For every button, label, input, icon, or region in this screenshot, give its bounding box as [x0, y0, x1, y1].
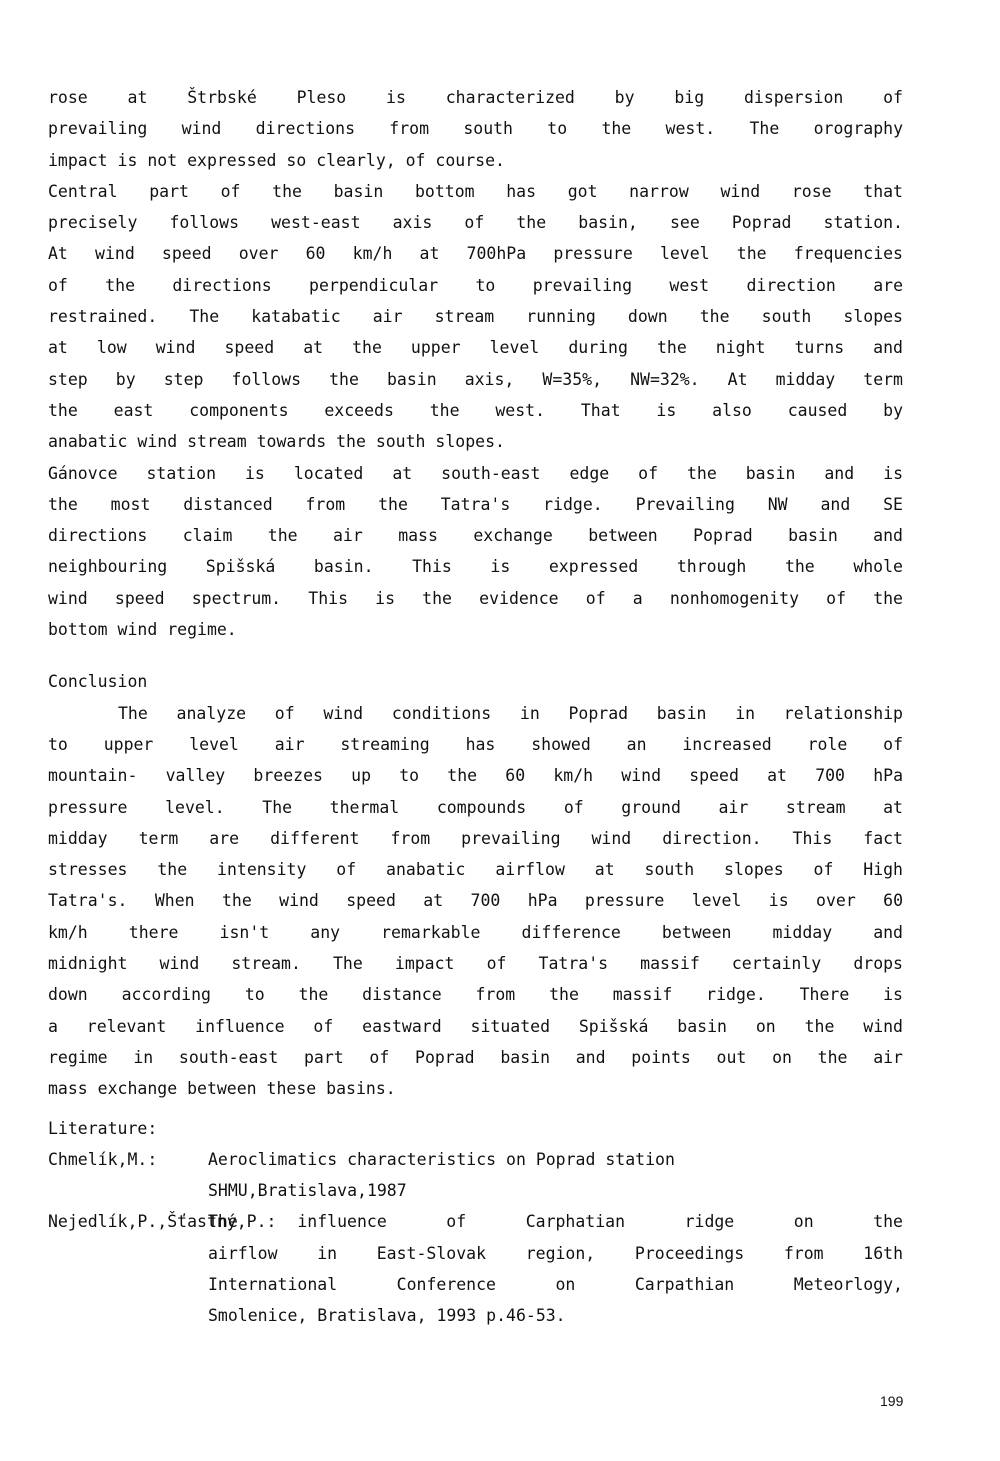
conclusion-heading: Conclusion — [48, 672, 148, 692]
text-line: restrained. The katabatic air stream running down the south slopes — [48, 307, 903, 327]
text-line: Aeroclimatics characteristics on Poprad station — [208, 1149, 675, 1169]
text-line: pressure level. The thermal compounds of ground air stream at — [48, 797, 903, 817]
text-line: the most distanced from the Tatra's ridge. Prevailing NW and SE — [48, 494, 903, 514]
reference-body — [208, 1206, 903, 1331]
text-line: midnight wind stream. The impact of Tatra's massif certainly drops — [48, 954, 903, 974]
text-line: Central part of the basin bottom has got narrow wind rose that — [48, 181, 903, 201]
text-line: step by step follows the basin axis, W=35%, NW=32%. At midday term — [48, 369, 903, 389]
text-line: stresses the intensity of anabatic airflow at south slopes of High — [48, 860, 903, 880]
reference-body — [208, 1144, 903, 1207]
conclusion-paragraph — [48, 698, 903, 1105]
text-line: at low wind speed at the upper level during the night turns and — [48, 338, 903, 358]
reference-author: Chmelík,M.: — [48, 1149, 158, 1169]
text-line: neighbouring Spišská basin. This is expressed through the whole — [48, 557, 903, 577]
text-line: The analyze of wind conditions in Poprad basin in relationship — [118, 703, 903, 723]
text-line: SHMU,Bratislava,1987 — [208, 1181, 407, 1201]
page-body — [48, 82, 903, 1332]
literature-heading: Literature: — [48, 1118, 158, 1138]
text-line: Smolenice, Bratislava, 1993 p.46-53. — [208, 1306, 566, 1326]
page-number: 199 — [880, 1393, 904, 1409]
text-line: precisely follows west-east axis of the basin, see Poprad station. — [48, 213, 903, 233]
text-line: mountain- valley breezes up to the 60 km/h wind speed at 700 hPa — [48, 766, 903, 786]
reference-entry — [48, 1144, 903, 1207]
text-line: a relevant influence of eastward situated Spišská basin on the wind — [48, 1016, 903, 1036]
reference-entry — [48, 1206, 903, 1331]
text-line: prevailing wind directions from south to the west. The orography — [48, 119, 903, 139]
text-line: Gánovce station is located at south-east edge of the basin and is — [48, 463, 903, 483]
text-line: airflow in East-Slovak region, Proceedings from 16th — [208, 1243, 903, 1263]
text-line: to upper level air streaming has showed an increased role of — [48, 734, 903, 754]
text-line: mass exchange between these basins. — [48, 1079, 396, 1099]
text-line: regime in south-east part of Poprad basin and points out on the air — [48, 1047, 903, 1067]
text-line: km/h there isn't any remarkable difference between midday and — [48, 922, 903, 942]
text-line: of the directions perpendicular to prevailing west direction are — [48, 275, 903, 295]
text-line: wind speed spectrum. This is the evidence of a nonhomogenity of the — [48, 588, 903, 608]
text-line: Tatra's. When the wind speed at 700 hPa pressure level is over 60 — [48, 891, 903, 911]
paragraph-3 — [48, 458, 903, 646]
text-line: At wind speed over 60 km/h at 700hPa pressure level the frequencies — [48, 244, 903, 264]
text-line: directions claim the air mass exchange between Poprad basin and — [48, 526, 903, 546]
paragraph-1 — [48, 82, 903, 176]
text-line: anabatic wind stream towards the south slopes. — [48, 432, 505, 452]
text-line: International Conference on Carpathian Meteorlogy, — [208, 1274, 903, 1294]
text-line: bottom wind regime. — [48, 620, 237, 640]
text-line: the east components exceeds the west. That is also caused by — [48, 400, 903, 420]
text-line: The influence of Carphatian ridge on the — [208, 1212, 903, 1232]
paragraph-2 — [48, 176, 903, 458]
text-line: midday term are different from prevailing wind direction. This fact — [48, 828, 903, 848]
text-line: impact is not expressed so clearly, of course. — [48, 150, 505, 170]
text-line: down according to the distance from the massif ridge. There is — [48, 985, 903, 1005]
reference-author: Nejedlík,P.,Šťastný,P.: — [48, 1212, 277, 1232]
text-line: rose at Štrbské Pleso is characterized by big dispersion of — [48, 88, 903, 107]
